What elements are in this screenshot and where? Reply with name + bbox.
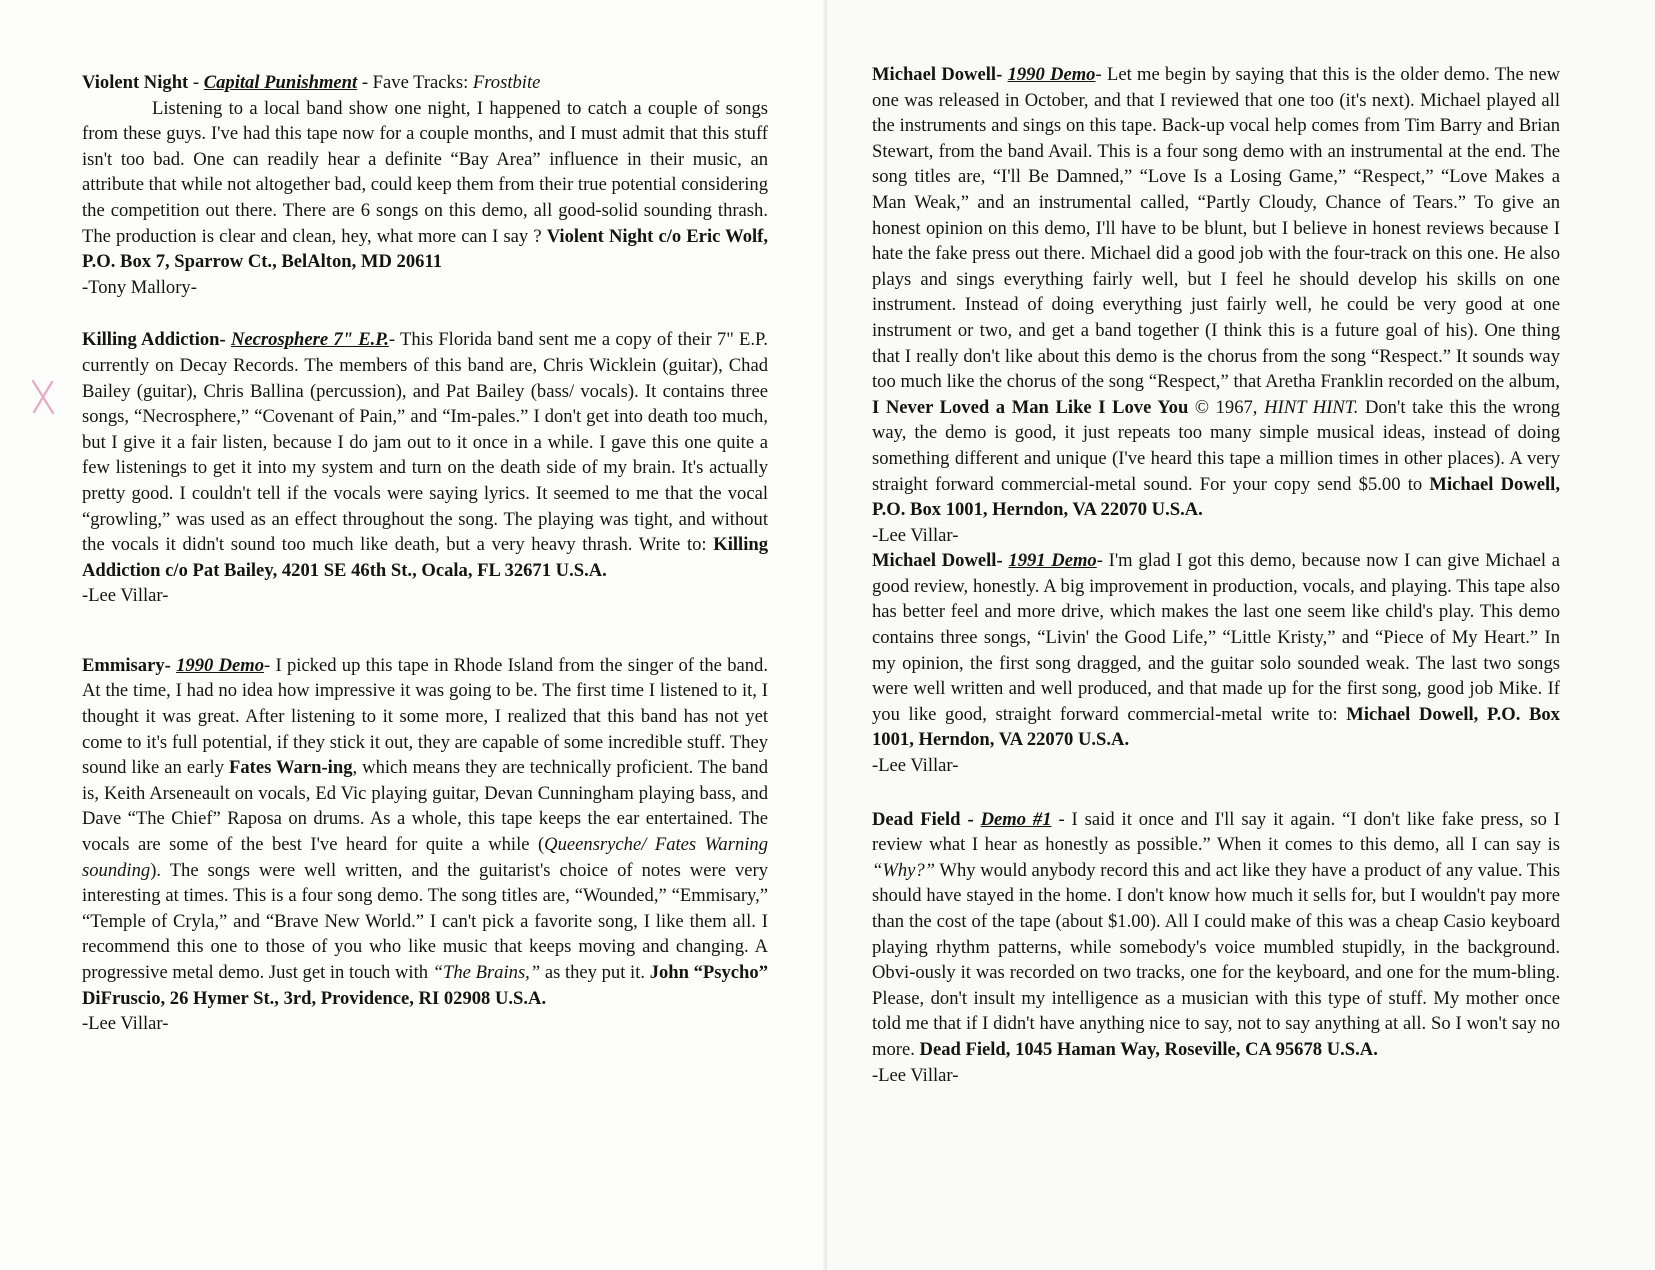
band-name: Michael Dowell bbox=[872, 64, 997, 85]
review-body-3: Don't take this the wrong way, the demo is good, it just repeats too many simple musical ideas, instead of doing something different and unique (I've heard this tape a million times in other places). A very straight forward commercial-metal sound. For your copy send $5.00 to bbox=[872, 396, 1560, 495]
review-emmisary bbox=[82, 653, 768, 1037]
album-mention: I Never Loved a Man Like I Love You bbox=[872, 396, 1189, 418]
band-mention: Fates Warn-ing bbox=[229, 757, 353, 779]
release-title: Necrosphere 7" E.P. bbox=[231, 329, 389, 351]
review-body-1: - Let me begin by saying that this is the older demo. The new one was released in October, and that I reviewed that one too (it's next). Michael played all the instruments and sings on this tape. Back-up vocal help comes from Tim Barry and Brian Stewart, from the band Avail. This is a four song demo with an instrumental at the end. The song titles are, “I'll Be Damned,” “Love Is a Losing Game,” “Respect,” “Love Makes a Man Weak,” and an instrumental called, “Partly Cloudy, Chance of Tears.” To give an honest opinion on this demo, I'll have to be blunt, but I believe in honest reviews because I hate the fake press out there. Michael did a good job with the four-track on this one. He also plays and sings everything fairly well, but I feel he should develop his skills on one instrument. Instead of doing everything just fairly well, he could be very good at one instrument or two, and get a band together (I think this is a future goal of his). One thing that I really don't like about this demo is the chorus from the song “Respect.” It sounds way too much like the chorus of the song “Respect,” that Aretha Franklin recorded on the album, bbox=[872, 64, 1561, 393]
band-name: Killing Addiction bbox=[82, 329, 220, 351]
release-title: 1990 Demo bbox=[1007, 64, 1096, 85]
review-body-4: as they put it. bbox=[540, 962, 650, 983]
separator: - bbox=[164, 654, 177, 676]
italic-mention: Queensryche/ Fates Warning sounding bbox=[82, 834, 768, 881]
band-name: Michael Dowell bbox=[872, 550, 997, 572]
italic-aside: HINT HINT. bbox=[1264, 396, 1359, 418]
reviewer-signature: -Lee Villar- bbox=[82, 585, 169, 607]
review-body-1: - I said it once and I'll say it again. “I don't like fake press, so I review what I hear as honestly as possible.” When it comes to this demo, all I can say is bbox=[872, 808, 1560, 856]
release-title: Demo #1 bbox=[980, 808, 1052, 830]
contact-address: Michael Dowell, P.O. Box 1001, Herndon, VA 22070 U.S.A. bbox=[872, 473, 1561, 521]
review-spacer bbox=[82, 300, 768, 327]
review-killing-addiction bbox=[82, 327, 768, 609]
contact-address: Violent Night c/o Eric Wolf, P.O. Box 7, Sparrow Ct., BelAlton, MD 20611 bbox=[82, 225, 768, 273]
review-body-3: ). The songs were well written, and the guitarist's choice of notes were very interesting at times. This is a four song demo. The song titles are, “Wounded,” “Emmisary,” “Temple of Cryla,” and “Brave New World.” I can't pick a favorite song, I like them all. I recommend this one to those of you who like music that keeps moving and changing. A progressive metal demo. Just get in touch with bbox=[82, 859, 768, 983]
contact-address: Michael Dowell, P.O. Box 1001, Herndon, VA 22070 U.S.A. bbox=[872, 703, 1560, 751]
reviewer-signature: -Lee Villar- bbox=[82, 1013, 169, 1035]
review-text bbox=[82, 70, 768, 275]
italic-quote: “The Brains,” bbox=[432, 962, 541, 983]
review-body-2: , which means they are technically proficient. The band is, Keith Arseneault on vocals, Ed Vic playing guitar, Devan Cunningham playing bass, and Dave “The Chief” Raposa on drums. As a whole, this tape keeps the ear entertained. The vocals are some of the best I've heard for quite a while ( bbox=[82, 757, 769, 856]
fave-track: Frostbite bbox=[472, 72, 541, 93]
separator: - bbox=[960, 808, 981, 830]
review-body: - I'm glad I got this demo, because now I can give Michael a good review, honestly. A big improvement in production, vocals, and playing. This tape also has better feel and more drive, which makes the last one seem like child's play. This demo contains three songs, “Livin' the Good Life,” “Little Kristy,” and “Piece of My Heart.” In my opinion, the first song dragged, and the guitar solo sounded weak. The last two songs were well written and well produced, and that made up for the first song, good job Mike. If you like good, straight forward commercial-metal write to: bbox=[872, 550, 1560, 725]
review-text bbox=[82, 327, 768, 583]
review-body: - This Florida band sent me a copy of their 7" E.P. currently on Decay Records. The members of this band are, Chris Wicklein (guitar), Chad Bailey (guitar), Chris Ballina (percussion), and Pat Bailey (bass/ vocals). It contains three songs, “Necrosphere,” “Covenant of Pain,” and “Im-pales.” I don't get into death too much, but I give it a fair listen, because I do jam out to it once in a while. I gave this one quite a few listenings to get it into my system and turn on the death side of my brain. It's actually pretty good. I couldn't tell if the vocals were saying lyrics. It seemed to me that the vocal “growling,” was used as an effect throughout the song. The playing was tight, and without the vocals it didn't sound too much like death, but a very heavy thrash. Write to: bbox=[82, 329, 768, 556]
review-body: Listening to a local band show one night, I happened to catch a couple of songs from these guys. I've had this tape now for a couple months, and I must admit that this stuff isn't too bad. One can readily hear a definite “Bay Area” influence in their music, an attribute that while not altogether bad, could keep them from their true potential considering the competition out there. There are 6 songs on this demo, all good-solid sounding thrash. The production is clear and clean, hey, what more can I say ? bbox=[82, 97, 768, 247]
separator: - bbox=[996, 550, 1009, 572]
fave-label: - Fave Tracks: bbox=[357, 72, 473, 93]
review-dead-field bbox=[872, 807, 1560, 1089]
separator: - bbox=[219, 329, 231, 351]
italic-quote: “Why?” bbox=[872, 859, 936, 881]
release-title: 1990 Demo bbox=[176, 654, 265, 676]
reviewer-signature: -Lee Villar- bbox=[872, 1064, 959, 1086]
pink-x-mark-icon bbox=[30, 378, 56, 416]
release-title: Capital Punishment bbox=[203, 72, 358, 93]
reviewer-signature: -Lee Villar- bbox=[872, 524, 959, 546]
contact-address: John “Psycho” DiFruscio, 26 Hymer St., 3rd, Providence, RI 02908 U.S.A. bbox=[82, 962, 768, 1009]
review-michael-dowell-1991 bbox=[872, 548, 1560, 778]
review-spacer bbox=[872, 779, 1560, 807]
review-text bbox=[82, 653, 768, 1011]
band-name: Violent Night bbox=[82, 72, 189, 93]
review-body-1: - I picked up this tape in Rhode Island from the singer of the band. At the time, I had no idea how impressive it was going to be. The first time I listened to it, I thought it was great. After listening to it some more, I realized that this band has not yet come to it's full potential, if they stick it out, they are capable of some incredible stuff. They sound like an early bbox=[82, 654, 768, 779]
left-page bbox=[0, 0, 827, 1270]
review-text bbox=[872, 807, 1560, 1063]
review-michael-dowell-1990 bbox=[872, 62, 1560, 548]
contact-address: Killing Addiction c/o Pat Bailey, 4201 SE 46th St., Ocala, FL 32671 U.S.A. bbox=[82, 534, 768, 581]
band-name: Dead Field bbox=[872, 808, 961, 830]
separator: - bbox=[188, 72, 204, 93]
band-name: Emmisary bbox=[82, 654, 165, 676]
contact-address: Dead Field, 1045 Haman Way, Roseville, CA 95678 U.S.A. bbox=[919, 1038, 1378, 1060]
review-text bbox=[872, 62, 1560, 523]
review-spacer bbox=[82, 609, 768, 653]
review-violent-night bbox=[82, 70, 768, 300]
review-text bbox=[872, 548, 1560, 753]
left-column bbox=[82, 70, 768, 1037]
review-body-2: © 1967, bbox=[1188, 396, 1265, 418]
release-title: 1991 Demo bbox=[1008, 550, 1097, 572]
review-body-2: Why would anybody record this and act like they have a product of any value. This should have stayed in the home. I don't know how much it sells for, but I wouldn't pay more than the cost of the tape (about $1.00). All I could make of this was a cheap Casio keyboard playing rhythm patterns, while somebody's voice mumbled stupidly, in the background. Obvi-ously it was recorded on two tracks, one for the keyboard, and one for the mum-bling. Please, don't insult my intelligence as a musician with this type of stuff. My mother once told me that if I didn't have anything nice to say, not to say anything at all. So I won't say no more. bbox=[872, 859, 1560, 1060]
separator: - bbox=[996, 64, 1008, 85]
reviewer-signature: -Lee Villar- bbox=[872, 755, 959, 777]
right-page bbox=[827, 0, 1655, 1270]
right-column bbox=[872, 62, 1560, 1088]
reviewer-signature: -Tony Mallory- bbox=[82, 276, 197, 298]
